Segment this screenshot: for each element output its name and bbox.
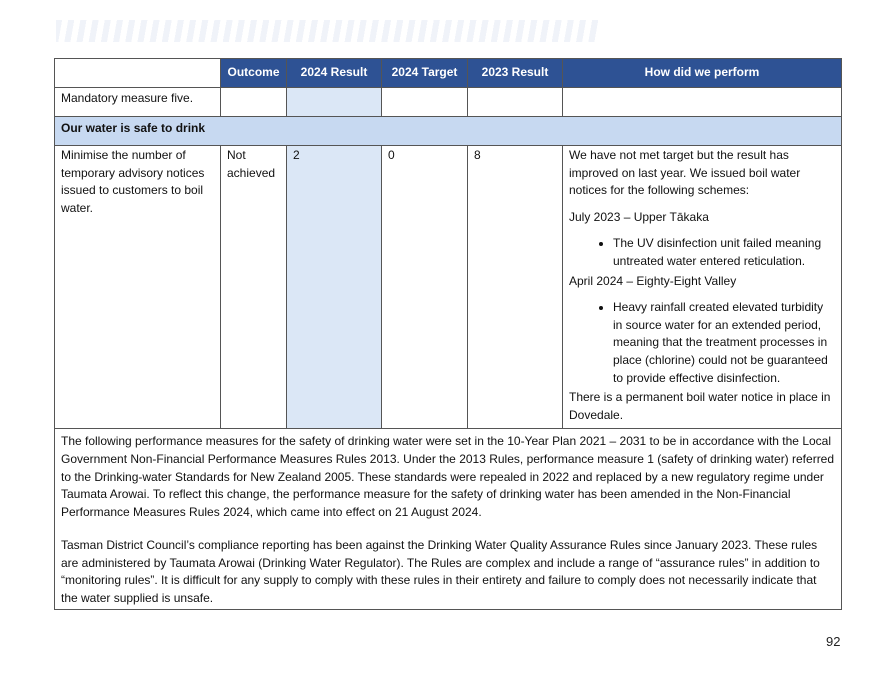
footnote-cell [55, 429, 842, 609]
mandatory-measure-cell [55, 88, 221, 117]
section-header-row [55, 117, 842, 146]
performance-table [54, 58, 842, 610]
footnote-content [55, 429, 841, 608]
performance-content [563, 146, 841, 428]
header-2024-result: 2024 Result [287, 59, 382, 88]
page-number: 92 [826, 634, 841, 649]
header-measure [55, 59, 221, 88]
section-title: Our water is safe to drink [61, 121, 206, 135]
outcome-cell [221, 146, 287, 429]
table-header-row [55, 59, 842, 88]
table-row-boil-water [55, 146, 842, 429]
decorative-banner-pattern [56, 20, 600, 42]
section-title-cell [55, 117, 842, 146]
event-2-title: April 2024 – Eighty-Eight Valley [569, 273, 737, 288]
mandatory-outcome-cell [221, 88, 287, 117]
mandatory-2023-result-cell [468, 88, 563, 117]
footnote-paragraph-1: The following performance measures for the safety of drinking water were set in the 10-Year Plan 2021 – 2031 to be in accordance with the Local Government Non-Financial Performance Measures Rules 2013. Under the 2013 Rules, performance measure 1 (safety of drinking water) referred to the Drinking-water Standards for New Zealand 2005. These standards were repealed in 2022 and replaced by a new regulatory regime under Taumata Arowai. To reflect this change, the performance measure for the safety of drinking water has been amended in the Non-Financial Performance Measures Rules 2024, which came into effect on 21 August 2024. [61, 434, 835, 519]
event-2-detail: • Heavy rainfall created elevated turbidity in source water for an extended period, meaning that the treatment processes in place (chlorine) could not be guaranteed to provide effective disinfection. [613, 299, 835, 387]
performance-intro: We have not met target but the result has improved on last year. We issued boil water notices for the following schemes: [569, 148, 801, 198]
result-2024-cell [287, 146, 382, 429]
target-2024-cell [382, 146, 468, 429]
outcome-text: Not achieved [227, 148, 276, 180]
result-2023-value: 8 [474, 148, 481, 162]
measure-text: Minimise the number of temporary advisory notices issued to customers to boil water. [61, 148, 205, 215]
event-1-title: July 2023 – Upper Tākaka [569, 209, 709, 224]
mandatory-2024-result-cell [287, 88, 382, 117]
header-how-did-we-perform: How did we perform [563, 59, 842, 88]
event-1-list [569, 235, 835, 270]
performance-closing: There is a permanent boil water notice in place in Dovedale. [569, 390, 831, 422]
footnote-row [55, 429, 842, 609]
event-2-list [569, 299, 835, 387]
event-1-detail: • The UV disinfection unit failed meaning untreated water entered reticulation. [613, 235, 835, 270]
footnote-paragraph-2: Tasman District Council’s compliance reporting has been against the Drinking Water Quality Assurance Rules since January 2023. These rules are administered by Taumata Arowai (Drinking Water Regulator). The Rules are complex and include a range of “assurance rules” in addition to “monitoring rules”. It is difficult for any supply to comply with these rules in their entirety and failure to comply does not necessarily indicate that the water supplied is unsafe. [61, 538, 820, 606]
mandatory-measure-text: Mandatory measure five. [61, 91, 194, 105]
header-outcome: Outcome [221, 59, 287, 88]
result-2024-value: 2 [293, 148, 300, 162]
table-row-mandatory [55, 88, 842, 117]
performance-cell [563, 146, 842, 429]
target-2024-value: 0 [388, 148, 395, 162]
header-2024-target: 2024 Target [382, 59, 468, 88]
measure-cell [55, 146, 221, 429]
mandatory-performance-cell [563, 88, 842, 117]
mandatory-2024-target-cell [382, 88, 468, 117]
header-2023-result: 2023 Result [468, 59, 563, 88]
result-2023-cell [468, 146, 563, 429]
